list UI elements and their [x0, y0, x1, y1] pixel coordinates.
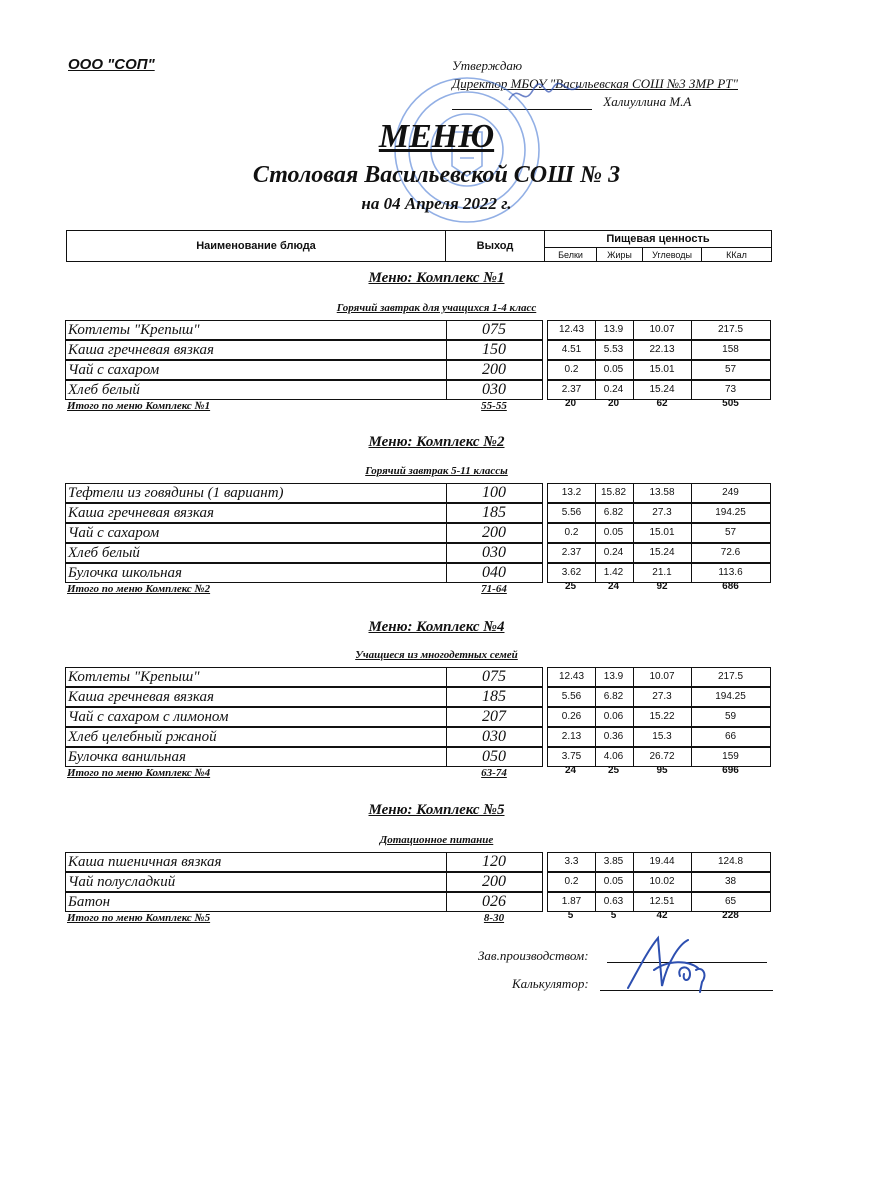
dish-output: 185: [446, 503, 543, 523]
header-kcal: ККал: [702, 248, 772, 262]
section-title: Меню: Комплекс №4: [368, 619, 505, 635]
section-title: Меню: Комплекс №5: [368, 802, 505, 818]
dish-name: Булочка школьная: [65, 563, 447, 583]
table-row: [65, 892, 773, 912]
dish-output: 030: [446, 727, 543, 747]
table-row: [65, 852, 773, 872]
table-row: [65, 523, 773, 543]
proteins-value: 13.2: [547, 483, 596, 503]
dish-output: 120: [446, 852, 543, 872]
proteins-value: 3.3: [547, 852, 596, 872]
header-carbs: Углеводы: [643, 248, 702, 262]
kcal-value: 57: [691, 523, 771, 543]
kcal-value: 38: [691, 872, 771, 892]
section-complex-4: [65, 667, 773, 783]
carbs-value: 15.24: [633, 380, 692, 400]
dish-output: 050: [446, 747, 543, 767]
total-label: Итого по меню Комплекс №2: [67, 583, 211, 595]
total-label: Итого по меню Комплекс №5: [67, 912, 211, 924]
table-row: [65, 360, 773, 380]
fats-value: 0.36: [594, 727, 634, 747]
kcal-value: 66: [691, 727, 771, 747]
total-carbs: 62: [656, 398, 668, 409]
dish-name: Хлеб белый: [65, 380, 447, 400]
table-row: [65, 872, 773, 892]
section-title: Меню: Комплекс №1: [368, 270, 505, 286]
dish-output: 207: [446, 707, 543, 727]
kcal-value: 194.25: [691, 687, 771, 707]
total-row: [65, 400, 773, 416]
section-subtitle: Горячий завтрак для учащихся 1-4 класс: [336, 302, 537, 314]
total-kcal: 505: [722, 398, 739, 409]
fats-value: 6.82: [594, 687, 634, 707]
section-title: Меню: Комплекс №2: [368, 434, 505, 450]
kcal-value: 59: [691, 707, 771, 727]
handwritten-signature-icon: [618, 930, 718, 1000]
calculator-label: Калькулятор:: [512, 976, 589, 991]
total-kcal: 686: [722, 581, 739, 592]
table-row: [65, 503, 773, 523]
dish-output: 075: [446, 320, 543, 340]
proteins-value: 0.2: [547, 360, 596, 380]
kcal-value: 72.6: [691, 543, 771, 563]
dish-name: Каша гречневая вязкая: [65, 687, 447, 707]
total-carbs: 95: [656, 765, 668, 776]
proteins-value: 1.87: [547, 892, 596, 912]
total-proteins: 5: [567, 910, 574, 921]
kcal-value: 158: [691, 340, 771, 360]
dish-name: Хлеб белый: [65, 543, 447, 563]
proteins-value: 2.37: [547, 380, 596, 400]
proteins-value: 0.2: [547, 523, 596, 543]
total-label: Итого по меню Комплекс №4: [67, 767, 211, 779]
total-carbs: 42: [656, 910, 668, 921]
carbs-value: 12.51: [633, 892, 692, 912]
table-row: [65, 543, 773, 563]
production-manager-label: Зав.производством:: [478, 948, 589, 963]
dish-name: Каша гречневая вязкая: [65, 340, 447, 360]
canteen-subtitle: Столовая Васильевской СОШ № 3: [252, 162, 621, 188]
proteins-value: 2.13: [547, 727, 596, 747]
total-fats: 5: [610, 910, 617, 921]
kcal-value: 124.8: [691, 852, 771, 872]
total-proteins: 20: [564, 398, 577, 409]
table-row: [65, 563, 773, 583]
carbs-value: 27.3: [633, 687, 692, 707]
dish-name: Котлеты "Крепыш": [65, 320, 447, 340]
dish-output: 030: [446, 380, 543, 400]
table-row: [65, 380, 773, 400]
total-price: 8-30: [483, 912, 505, 924]
carbs-value: 13.58: [633, 483, 692, 503]
proteins-value: 0.2: [547, 872, 596, 892]
dish-name: Хлеб целебный ржаной: [65, 727, 447, 747]
kcal-value: 194.25: [691, 503, 771, 523]
carbs-value: 15.22: [633, 707, 692, 727]
total-label: Итого по меню Комплекс №1: [67, 400, 211, 412]
table-row: [65, 687, 773, 707]
carbs-value: 21.1: [633, 563, 692, 583]
carbs-value: 10.07: [633, 667, 692, 687]
carbs-value: 15.24: [633, 543, 692, 563]
fats-value: 4.06: [594, 747, 634, 767]
dish-output: 075: [446, 667, 543, 687]
total-fats: 25: [607, 765, 620, 776]
dish-name: Чай с сахаром с лимоном: [65, 707, 447, 727]
fats-value: 0.05: [594, 872, 634, 892]
carbs-value: 26.72: [633, 747, 692, 767]
fats-value: 13.9: [594, 667, 634, 687]
director-signature-icon: [505, 78, 585, 108]
fats-value: 3.85: [594, 852, 634, 872]
carbs-value: 10.02: [633, 872, 692, 892]
dish-name: Батон: [65, 892, 447, 912]
approve-label: Утверждаю: [452, 58, 523, 73]
section-subtitle: Дотационное питание: [379, 834, 494, 846]
dish-name: Чай с сахаром: [65, 523, 447, 543]
total-proteins: 25: [564, 581, 577, 592]
table-row: [65, 707, 773, 727]
section-complex-5: [65, 852, 773, 928]
proteins-value: 2.37: [547, 543, 596, 563]
carbs-value: 15.01: [633, 360, 692, 380]
fats-value: 15.82: [594, 483, 634, 503]
kcal-value: 65: [691, 892, 771, 912]
table-row: [65, 320, 773, 340]
director-line: Директор МБОУ "Васильевская СОШ №3 ЗМР РТ": [452, 76, 738, 91]
section-subtitle: Горячий завтрак 5-11 классы: [365, 465, 508, 477]
total-price: 55-55: [481, 400, 507, 412]
dish-output: 030: [446, 543, 543, 563]
dish-output: 026: [446, 892, 543, 912]
kcal-value: 217.5: [691, 320, 771, 340]
dish-output: 100: [446, 483, 543, 503]
dish-output: 040: [446, 563, 543, 583]
dish-output: 150: [446, 340, 543, 360]
carbs-value: 22.13: [633, 340, 692, 360]
proteins-value: 0.26: [547, 707, 596, 727]
kcal-value: 57: [691, 360, 771, 380]
table-header: [66, 230, 772, 262]
carbs-value: 19.44: [633, 852, 692, 872]
dish-name: Чай полусладкий: [65, 872, 447, 892]
total-fats: 24: [607, 581, 620, 592]
table-row: [65, 747, 773, 767]
fats-value: 0.63: [594, 892, 634, 912]
header-fats: Жиры: [597, 248, 643, 262]
kcal-value: 159: [691, 747, 771, 767]
total-price: 63-74: [481, 767, 507, 779]
proteins-value: 3.62: [547, 563, 596, 583]
header-proteins: Белки: [545, 248, 597, 262]
table-row: [65, 667, 773, 687]
proteins-value: 3.75: [547, 747, 596, 767]
total-proteins: 24: [564, 765, 577, 776]
header-output: Выход: [446, 231, 545, 262]
header-nutrition: Пищевая ценность: [545, 231, 772, 248]
dish-output: 200: [446, 872, 543, 892]
total-price: 71-64: [481, 583, 507, 595]
total-row: [65, 767, 773, 783]
director-name: Халиуллина М.А: [603, 94, 692, 109]
fats-value: 0.06: [594, 707, 634, 727]
kcal-value: 113.6: [691, 563, 771, 583]
total-fats: 20: [607, 398, 620, 409]
total-row: [65, 912, 773, 928]
kcal-value: 217.5: [691, 667, 771, 687]
table-row: [65, 727, 773, 747]
fats-value: 0.24: [594, 380, 634, 400]
fats-value: 13.9: [594, 320, 634, 340]
organization-name: ООО "СОП": [68, 56, 155, 73]
fats-value: 0.05: [594, 360, 634, 380]
fats-value: 0.05: [594, 523, 634, 543]
dish-name: Котлеты "Крепыш": [65, 667, 447, 687]
dish-name: Каша пшеничная вязкая: [65, 852, 447, 872]
page-title: МЕНЮ: [378, 118, 495, 155]
fats-value: 0.24: [594, 543, 634, 563]
carbs-value: 15.01: [633, 523, 692, 543]
dish-name: Каша гречневая вязкая: [65, 503, 447, 523]
total-kcal: 228: [722, 910, 739, 921]
menu-date: на 04 Апреля 2022 г.: [361, 194, 512, 213]
proteins-value: 12.43: [547, 667, 596, 687]
kcal-value: 249: [691, 483, 771, 503]
proteins-value: 5.56: [547, 687, 596, 707]
total-kcal: 696: [722, 765, 739, 776]
fats-value: 1.42: [594, 563, 634, 583]
header-dish: Наименование блюда: [67, 231, 446, 262]
dish-output: 185: [446, 687, 543, 707]
dish-output: 200: [446, 360, 543, 380]
kcal-value: 73: [691, 380, 771, 400]
carbs-value: 15.3: [633, 727, 692, 747]
proteins-value: 5.56: [547, 503, 596, 523]
dish-name: Булочка ванильная: [65, 747, 447, 767]
dish-name: Тефтели из говядины (1 вариант): [65, 483, 447, 503]
fats-value: 6.82: [594, 503, 634, 523]
table-row: [65, 483, 773, 503]
section-complex-2: [65, 483, 773, 599]
dish-name: Чай с сахаром: [65, 360, 447, 380]
carbs-value: 27.3: [633, 503, 692, 523]
fats-value: 5.53: [594, 340, 634, 360]
total-carbs: 92: [656, 581, 668, 592]
carbs-value: 10.07: [633, 320, 692, 340]
proteins-value: 12.43: [547, 320, 596, 340]
section-complex-1: [65, 320, 773, 416]
table-row: [65, 340, 773, 360]
proteins-value: 4.51: [547, 340, 596, 360]
section-subtitle: Учащиеся из многодетных семей: [355, 649, 518, 661]
total-row: [65, 583, 773, 599]
dish-output: 200: [446, 523, 543, 543]
